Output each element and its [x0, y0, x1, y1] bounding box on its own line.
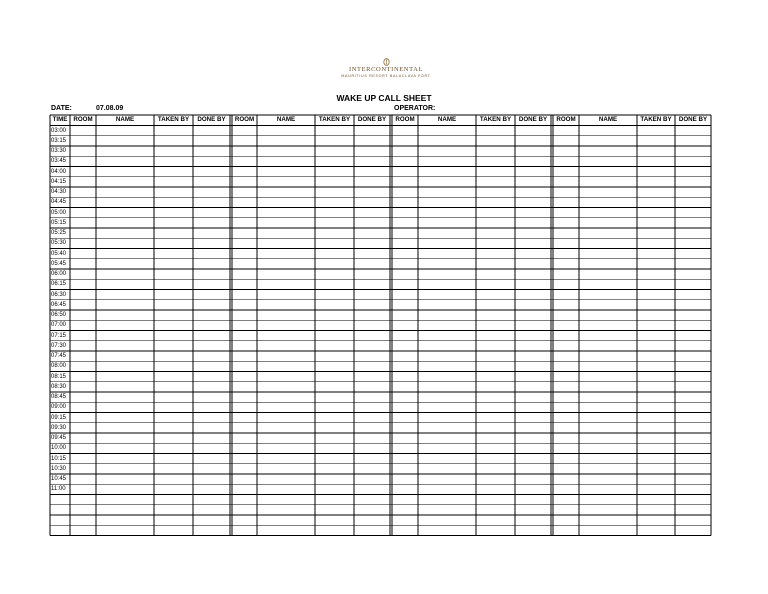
time-slot: 07:00 — [51, 322, 67, 329]
header-name-2: NAME — [276, 115, 296, 123]
time-slot: 10:15 — [51, 455, 67, 462]
time-slot — [50, 495, 71, 505]
header-taken-by-2: TAKEN BY — [318, 115, 351, 123]
header-name-3: NAME — [437, 115, 457, 123]
time-slot: 05:15 — [51, 219, 67, 226]
time-slot: 07:30 — [51, 342, 67, 349]
time-slot: 03:45 — [51, 158, 67, 165]
time-slot: 04:00 — [51, 168, 67, 175]
time-slot: 08:00 — [51, 363, 67, 370]
header-name-4: NAME — [598, 115, 618, 123]
time-slot: 07:15 — [51, 332, 67, 339]
time-slot: 06:15 — [51, 281, 67, 288]
date-label: DATE: — [51, 105, 72, 112]
header-taken-by-3: TAKEN BY — [479, 115, 512, 123]
time-slot: 05:45 — [51, 260, 67, 267]
header-taken-by-4: TAKEN BY — [640, 115, 672, 123]
time-slot: 08:30 — [51, 383, 67, 390]
time-slot: 09:30 — [51, 424, 67, 431]
time-slot: 08:15 — [51, 373, 67, 380]
time-slot: 06:45 — [51, 301, 67, 308]
time-slot: 10:45 — [51, 476, 67, 483]
time-slot: 04:15 — [51, 178, 67, 185]
time-slot: 06:50 — [51, 312, 67, 319]
logo-tagline: MAURITIUS RESORT BALACLAVA FORT — [341, 74, 431, 78]
time-slot: 09:45 — [51, 435, 67, 442]
time-slot: 09:15 — [51, 414, 67, 421]
time-slot: 03:30 — [51, 148, 67, 155]
header-room-1: ROOM — [73, 115, 93, 123]
time-slot — [50, 525, 71, 535]
time-slot: 11:00 — [51, 486, 66, 493]
time-slot — [50, 505, 71, 515]
time-slot: 05:30 — [51, 240, 67, 247]
sheet-title: WAKE UP CALL SHEET — [336, 93, 432, 103]
header-time: TIME — [52, 115, 68, 123]
time-slot — [50, 515, 71, 525]
time-slot: 10:00 — [51, 445, 67, 452]
logo-brand: INTERCONTINENTAL — [348, 66, 424, 73]
date-value: 07.08.09 — [96, 105, 124, 112]
time-slot: 03:15 — [51, 137, 67, 144]
time-slot: 08:45 — [51, 394, 67, 401]
header-done-by-3: DONE BY — [518, 115, 548, 123]
header-done-by-1: DONE BY — [197, 115, 226, 123]
header-room-4: ROOM — [556, 115, 576, 123]
time-slot: 05:00 — [51, 209, 67, 216]
time-slot: 04:45 — [51, 199, 67, 206]
time-slot: 05:40 — [51, 250, 67, 257]
header-done-by-2: DONE BY — [357, 115, 387, 123]
time-slot: 06:30 — [51, 291, 67, 298]
operator-label: OPERATOR: — [394, 105, 436, 112]
time-slot: 09:00 — [51, 404, 67, 411]
header-done-by-4: DONE BY — [678, 115, 708, 123]
time-slot: 10:30 — [51, 465, 67, 472]
time-slot: 06:00 — [51, 271, 67, 278]
time-slot: 07:45 — [51, 353, 67, 360]
header-taken-by-1: TAKEN BY — [157, 115, 190, 123]
header-room-3: ROOM — [395, 115, 415, 123]
time-slot: 05:25 — [51, 230, 67, 237]
time-slot: 03:00 — [51, 127, 67, 134]
time-slot: 04:30 — [51, 189, 67, 196]
header-room-2: ROOM — [234, 115, 255, 123]
header-name-1: NAME — [115, 115, 135, 123]
